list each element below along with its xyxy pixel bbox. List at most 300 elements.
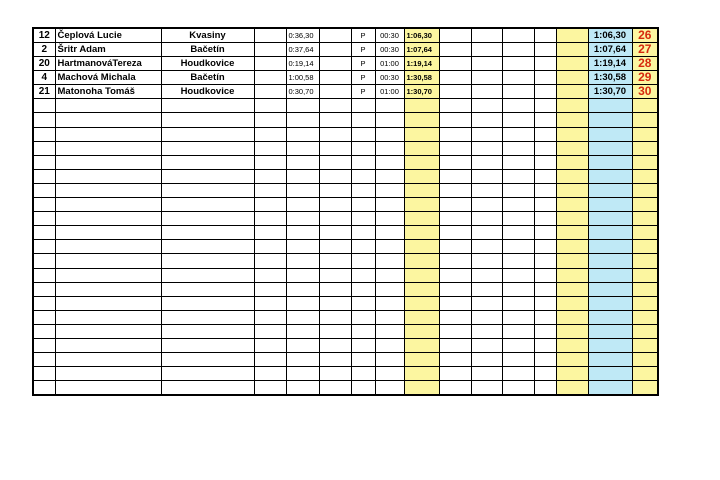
empty-cell <box>502 296 534 310</box>
competitor-name-cell <box>55 282 161 296</box>
empty-cell <box>254 338 286 352</box>
flag-cell <box>351 381 375 395</box>
empty-cell <box>254 85 286 99</box>
empty-cell <box>534 155 556 169</box>
final-time-cell <box>588 353 632 367</box>
final-time-cell <box>588 282 632 296</box>
empty-cell <box>534 338 556 352</box>
empty-cell <box>319 353 351 367</box>
empty-cell <box>319 310 351 324</box>
run-time-cell <box>286 353 319 367</box>
start-number-cell: 4 <box>33 71 55 85</box>
empty-cell <box>319 183 351 197</box>
flag-cell: P <box>351 28 375 43</box>
run-time-cell: 0:30,70 <box>286 85 319 99</box>
penalty-cell <box>375 310 404 324</box>
empty-cell <box>254 198 286 212</box>
empty-cell <box>556 85 588 99</box>
final-time-cell: 1:30,70 <box>588 85 632 99</box>
empty-cell <box>534 169 556 183</box>
competitor-name-cell <box>55 155 161 169</box>
start-number-cell <box>33 226 55 240</box>
empty-cell <box>471 296 502 310</box>
empty-cell <box>319 113 351 127</box>
empty-cell <box>502 353 534 367</box>
total-time-cell: 1:19,14 <box>404 57 439 71</box>
penalty-cell <box>375 268 404 282</box>
empty-cell <box>254 57 286 71</box>
empty-cell <box>556 71 588 85</box>
start-number-cell <box>33 155 55 169</box>
empty-cell <box>319 254 351 268</box>
run-time-cell <box>286 381 319 395</box>
empty-cell <box>534 282 556 296</box>
empty-cell <box>319 127 351 141</box>
club-cell <box>161 254 254 268</box>
empty-cell <box>502 127 534 141</box>
empty-cell <box>471 28 502 43</box>
empty-cell <box>439 155 471 169</box>
penalty-cell: 00:30 <box>375 71 404 85</box>
rank-cell <box>632 212 658 226</box>
empty-cell <box>439 99 471 113</box>
empty-cell <box>556 155 588 169</box>
empty-cell <box>556 240 588 254</box>
total-time-cell <box>404 296 439 310</box>
empty-cell <box>534 71 556 85</box>
flag-cell: P <box>351 57 375 71</box>
table-row <box>33 57 658 71</box>
empty-table-row <box>33 212 658 226</box>
empty-cell <box>319 169 351 183</box>
club-cell <box>161 268 254 282</box>
final-time-cell <box>588 324 632 338</box>
empty-cell <box>471 85 502 99</box>
empty-cell <box>471 226 502 240</box>
empty-table-row <box>33 113 658 127</box>
empty-cell <box>471 141 502 155</box>
empty-cell <box>556 169 588 183</box>
empty-cell <box>439 212 471 226</box>
empty-cell <box>439 268 471 282</box>
rank-cell <box>632 240 658 254</box>
empty-table-row <box>33 324 658 338</box>
run-time-cell <box>286 169 319 183</box>
empty-cell <box>471 57 502 71</box>
empty-cell <box>439 43 471 57</box>
club-cell: Bačetín <box>161 43 254 57</box>
competitor-name-cell: Šritr Adam <box>55 43 161 57</box>
empty-cell <box>556 198 588 212</box>
empty-cell <box>534 141 556 155</box>
flag-cell <box>351 367 375 381</box>
penalty-cell <box>375 282 404 296</box>
empty-cell <box>439 57 471 71</box>
penalty-cell: 01:00 <box>375 85 404 99</box>
empty-table-row <box>33 198 658 212</box>
start-number-cell <box>33 367 55 381</box>
empty-cell <box>502 169 534 183</box>
penalty-cell <box>375 254 404 268</box>
empty-table-row <box>33 338 658 352</box>
run-time-cell <box>286 155 319 169</box>
rank-cell <box>632 268 658 282</box>
rank-cell <box>632 381 658 395</box>
flag-cell <box>351 282 375 296</box>
start-number-cell <box>33 113 55 127</box>
empty-cell <box>502 43 534 57</box>
empty-cell <box>439 338 471 352</box>
final-time-cell <box>588 113 632 127</box>
competitor-name-cell: HartmanováTereza <box>55 57 161 71</box>
empty-cell <box>319 99 351 113</box>
empty-cell <box>556 113 588 127</box>
total-time-cell <box>404 338 439 352</box>
empty-cell <box>556 353 588 367</box>
club-cell <box>161 127 254 141</box>
flag-cell <box>351 296 375 310</box>
empty-table-row <box>33 268 658 282</box>
empty-cell <box>471 113 502 127</box>
empty-cell <box>319 85 351 99</box>
start-number-cell <box>33 338 55 352</box>
rank-cell <box>632 198 658 212</box>
rank-cell <box>632 169 658 183</box>
empty-cell <box>439 183 471 197</box>
start-number-cell <box>33 353 55 367</box>
empty-cell <box>471 324 502 338</box>
empty-cell <box>502 99 534 113</box>
empty-cell <box>556 28 588 43</box>
penalty-cell <box>375 296 404 310</box>
start-number-cell <box>33 296 55 310</box>
empty-cell <box>254 296 286 310</box>
penalty-cell <box>375 169 404 183</box>
total-time-cell <box>404 226 439 240</box>
final-time-cell <box>588 99 632 113</box>
empty-cell <box>534 254 556 268</box>
rank-cell: 27 <box>632 43 658 57</box>
empty-cell <box>254 353 286 367</box>
empty-cell <box>502 381 534 395</box>
rank-cell <box>632 254 658 268</box>
final-time-cell <box>588 226 632 240</box>
empty-cell <box>319 282 351 296</box>
penalty-cell <box>375 353 404 367</box>
total-time-cell <box>404 381 439 395</box>
empty-cell <box>254 141 286 155</box>
run-time-cell <box>286 127 319 141</box>
rank-cell <box>632 296 658 310</box>
competitor-name-cell: Matonoha Tomáš <box>55 85 161 99</box>
empty-cell <box>471 240 502 254</box>
empty-table-row <box>33 240 658 254</box>
penalty-cell: 00:30 <box>375 43 404 57</box>
empty-cell <box>502 113 534 127</box>
rank-cell <box>632 141 658 155</box>
empty-cell <box>556 268 588 282</box>
empty-cell <box>502 367 534 381</box>
empty-cell <box>254 240 286 254</box>
club-cell <box>161 381 254 395</box>
empty-cell <box>502 240 534 254</box>
rank-cell <box>632 324 658 338</box>
empty-cell <box>254 127 286 141</box>
empty-cell <box>254 183 286 197</box>
empty-cell <box>254 43 286 57</box>
final-time-cell <box>588 198 632 212</box>
table-row <box>33 71 658 85</box>
club-cell <box>161 367 254 381</box>
flag-cell <box>351 324 375 338</box>
empty-cell <box>254 367 286 381</box>
flag-cell <box>351 99 375 113</box>
empty-cell <box>254 169 286 183</box>
empty-cell <box>439 226 471 240</box>
empty-cell <box>471 127 502 141</box>
empty-table-row <box>33 353 658 367</box>
start-number-cell <box>33 324 55 338</box>
total-time-cell <box>404 141 439 155</box>
club-cell <box>161 155 254 169</box>
rank-cell <box>632 282 658 296</box>
start-number-cell <box>33 183 55 197</box>
run-time-cell: 1:00,58 <box>286 71 319 85</box>
penalty-cell <box>375 324 404 338</box>
flag-cell <box>351 169 375 183</box>
empty-cell <box>471 183 502 197</box>
empty-cell <box>439 113 471 127</box>
club-cell <box>161 183 254 197</box>
empty-cell <box>439 28 471 43</box>
run-time-cell <box>286 240 319 254</box>
empty-cell <box>319 268 351 282</box>
club-cell: Houdkovice <box>161 85 254 99</box>
run-time-cell: 0:19,14 <box>286 57 319 71</box>
run-time-cell <box>286 338 319 352</box>
empty-table-row <box>33 226 658 240</box>
empty-cell <box>319 338 351 352</box>
empty-cell <box>471 254 502 268</box>
empty-cell <box>439 254 471 268</box>
empty-cell <box>254 268 286 282</box>
run-time-cell <box>286 282 319 296</box>
competitor-name-cell <box>55 127 161 141</box>
final-time-cell <box>588 296 632 310</box>
competitor-name-cell <box>55 240 161 254</box>
final-time-cell <box>588 338 632 352</box>
total-time-cell <box>404 113 439 127</box>
total-time-cell <box>404 367 439 381</box>
empty-cell <box>502 324 534 338</box>
start-number-cell: 12 <box>33 28 55 43</box>
empty-cell <box>254 226 286 240</box>
empty-cell <box>254 212 286 226</box>
final-time-cell <box>588 254 632 268</box>
start-number-cell <box>33 310 55 324</box>
run-time-cell <box>286 99 319 113</box>
flag-cell <box>351 155 375 169</box>
rank-cell <box>632 155 658 169</box>
penalty-cell <box>375 381 404 395</box>
empty-cell <box>319 212 351 226</box>
competitor-name-cell <box>55 268 161 282</box>
empty-cell <box>534 127 556 141</box>
empty-cell <box>556 310 588 324</box>
competitor-name-cell <box>55 113 161 127</box>
penalty-cell <box>375 155 404 169</box>
empty-cell <box>534 381 556 395</box>
empty-cell <box>439 310 471 324</box>
empty-cell <box>556 212 588 226</box>
empty-cell <box>471 155 502 169</box>
penalty-cell <box>375 212 404 226</box>
empty-cell <box>556 367 588 381</box>
club-cell: Bačetín <box>161 71 254 85</box>
table-row <box>33 43 658 57</box>
rank-cell: 29 <box>632 71 658 85</box>
results-table-body <box>33 28 658 395</box>
club-cell: Kvasiny <box>161 28 254 43</box>
run-time-cell <box>286 212 319 226</box>
flag-cell <box>351 127 375 141</box>
rank-cell: 26 <box>632 28 658 43</box>
empty-cell <box>556 282 588 296</box>
competitor-name-cell <box>55 324 161 338</box>
empty-cell <box>502 268 534 282</box>
flag-cell <box>351 226 375 240</box>
empty-cell <box>471 169 502 183</box>
rank-cell <box>632 127 658 141</box>
final-time-cell: 1:30,58 <box>588 71 632 85</box>
penalty-cell <box>375 127 404 141</box>
total-time-cell <box>404 268 439 282</box>
empty-cell <box>319 43 351 57</box>
total-time-cell <box>404 353 439 367</box>
total-time-cell <box>404 183 439 197</box>
empty-cell <box>471 212 502 226</box>
empty-cell <box>439 353 471 367</box>
competitor-name-cell <box>55 183 161 197</box>
total-time-cell <box>404 212 439 226</box>
empty-cell <box>319 28 351 43</box>
empty-cell <box>534 99 556 113</box>
empty-cell <box>556 141 588 155</box>
total-time-cell <box>404 169 439 183</box>
empty-table-row <box>33 169 658 183</box>
empty-cell <box>556 183 588 197</box>
run-time-cell <box>286 226 319 240</box>
penalty-cell <box>375 240 404 254</box>
empty-cell <box>471 381 502 395</box>
empty-table-row <box>33 99 658 113</box>
final-time-cell <box>588 268 632 282</box>
empty-cell <box>439 141 471 155</box>
empty-cell <box>254 113 286 127</box>
final-time-cell: 1:07,64 <box>588 43 632 57</box>
empty-cell <box>534 57 556 71</box>
flag-cell: P <box>351 85 375 99</box>
run-time-cell <box>286 183 319 197</box>
start-number-cell <box>33 212 55 226</box>
total-time-cell <box>404 127 439 141</box>
run-time-cell <box>286 367 319 381</box>
start-number-cell: 2 <box>33 43 55 57</box>
club-cell <box>161 113 254 127</box>
total-time-cell: 1:07,64 <box>404 43 439 57</box>
empty-table-row <box>33 183 658 197</box>
club-cell <box>161 212 254 226</box>
empty-table-row <box>33 141 658 155</box>
empty-cell <box>534 226 556 240</box>
club-cell <box>161 198 254 212</box>
empty-cell <box>319 240 351 254</box>
empty-cell <box>534 43 556 57</box>
flag-cell <box>351 198 375 212</box>
penalty-cell <box>375 183 404 197</box>
empty-cell <box>471 367 502 381</box>
rank-cell: 30 <box>632 85 658 99</box>
empty-cell <box>502 28 534 43</box>
competitor-name-cell <box>55 353 161 367</box>
flag-cell <box>351 338 375 352</box>
empty-table-row <box>33 296 658 310</box>
empty-cell <box>556 338 588 352</box>
empty-cell <box>556 99 588 113</box>
flag-cell <box>351 240 375 254</box>
final-time-cell <box>588 127 632 141</box>
penalty-cell <box>375 367 404 381</box>
flag-cell <box>351 254 375 268</box>
empty-cell <box>254 310 286 324</box>
start-number-cell <box>33 99 55 113</box>
empty-cell <box>471 198 502 212</box>
start-number-cell <box>33 282 55 296</box>
club-cell <box>161 324 254 338</box>
empty-cell <box>254 99 286 113</box>
penalty-cell: 01:00 <box>375 57 404 71</box>
total-time-cell <box>404 155 439 169</box>
run-time-cell: 0:37,64 <box>286 43 319 57</box>
empty-cell <box>534 113 556 127</box>
empty-cell <box>439 282 471 296</box>
rank-cell <box>632 99 658 113</box>
empty-cell <box>254 381 286 395</box>
empty-cell <box>502 338 534 352</box>
empty-cell <box>439 240 471 254</box>
empty-cell <box>534 367 556 381</box>
competitor-name-cell <box>55 198 161 212</box>
rank-cell: 28 <box>632 57 658 71</box>
club-cell <box>161 310 254 324</box>
empty-cell <box>471 268 502 282</box>
table-row <box>33 28 658 43</box>
total-time-cell: 1:30,70 <box>404 85 439 99</box>
empty-cell <box>471 353 502 367</box>
empty-cell <box>502 198 534 212</box>
club-cell <box>161 141 254 155</box>
club-cell <box>161 282 254 296</box>
empty-cell <box>534 183 556 197</box>
flag-cell: P <box>351 43 375 57</box>
empty-cell <box>254 282 286 296</box>
start-number-cell: 20 <box>33 57 55 71</box>
empty-cell <box>439 296 471 310</box>
start-number-cell <box>33 127 55 141</box>
club-cell <box>161 338 254 352</box>
total-time-cell <box>404 282 439 296</box>
empty-cell <box>471 310 502 324</box>
